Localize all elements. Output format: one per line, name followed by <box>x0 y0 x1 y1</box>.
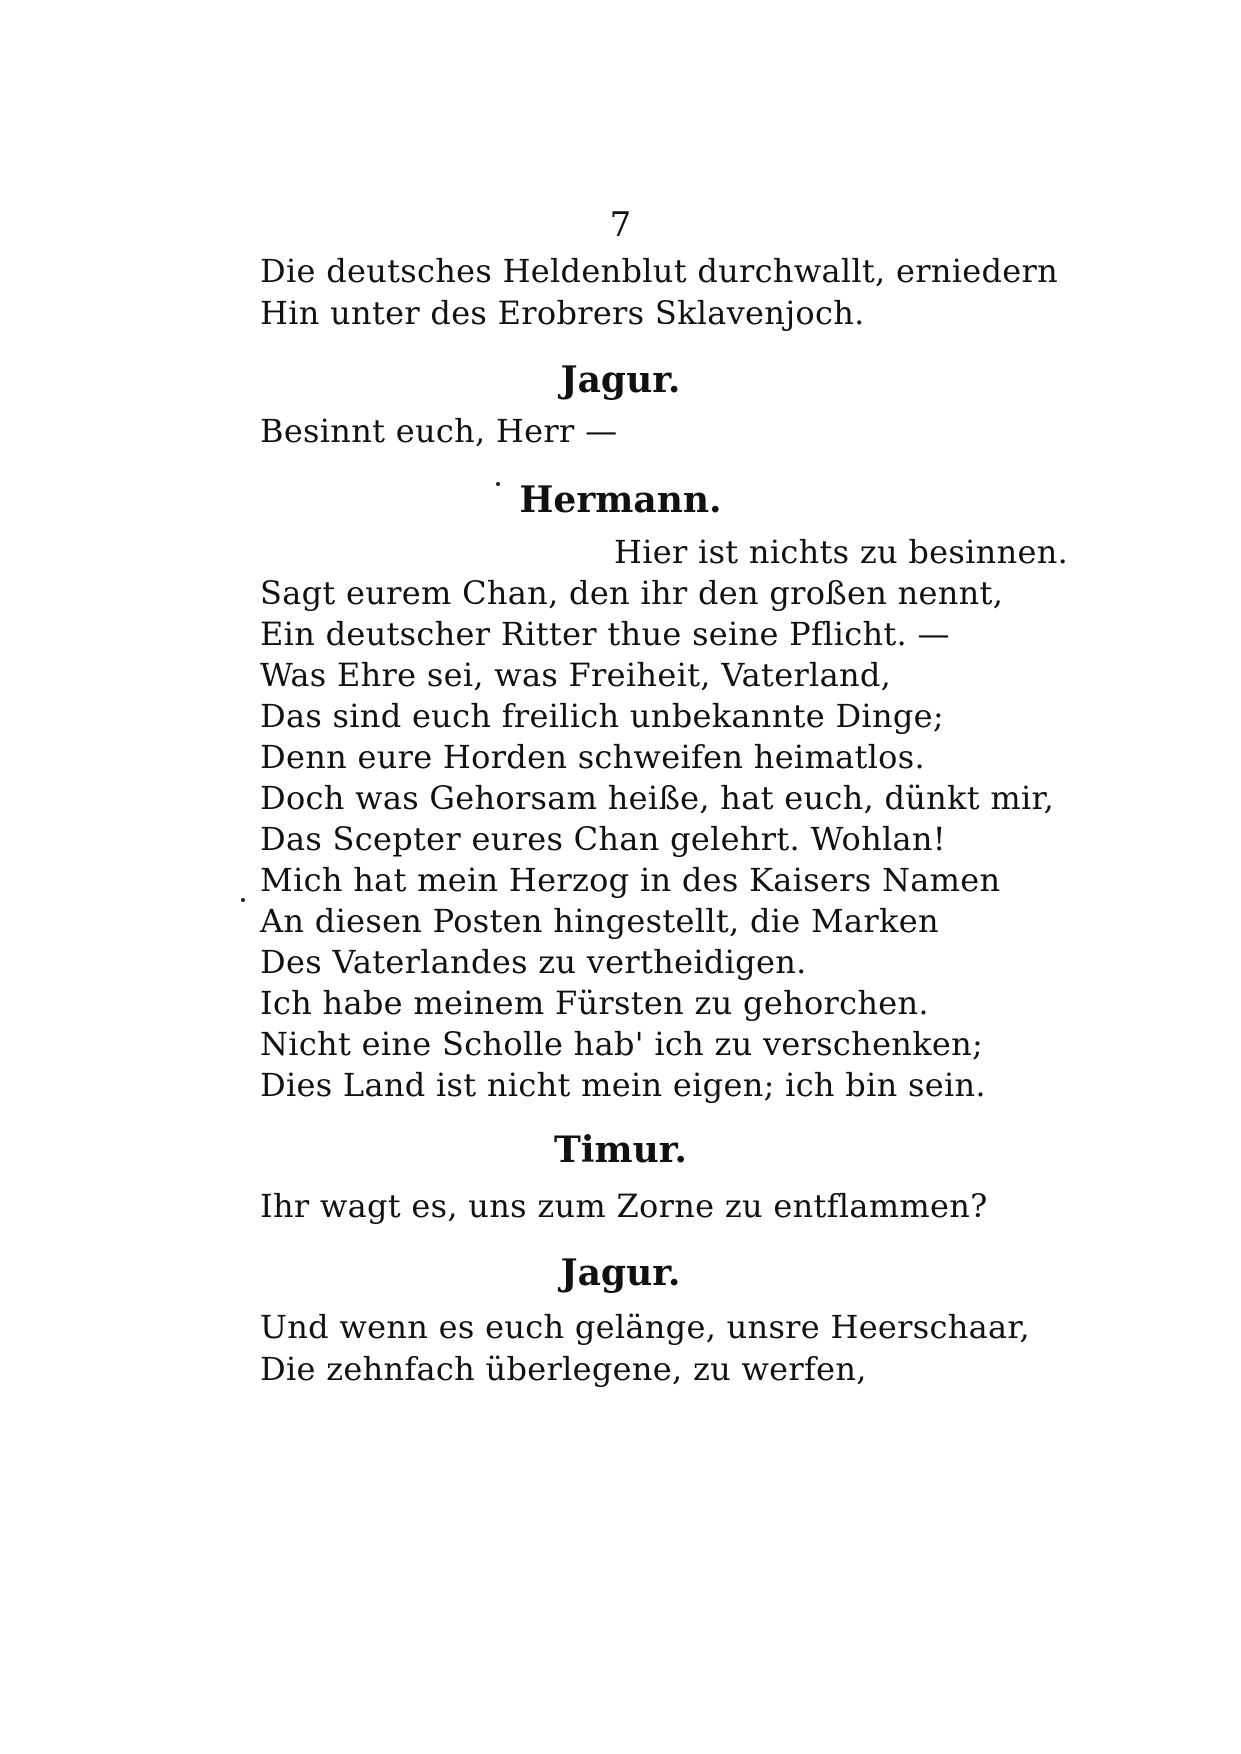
verse-line: Und wenn es euch gelänge, unsre Heerschaar, <box>260 1308 1030 1346</box>
verse-line: Ihr wagt es, uns zum Zorne zu entflammen? <box>260 1187 988 1225</box>
verse-line: Die deutsches Heldenblut durchwallt, erniedern <box>260 252 1059 290</box>
verse-line: Hier ist nichts zu besinnen. <box>614 533 1069 571</box>
verse-line: Die zehnfach überlegene, zu werfen, <box>260 1350 867 1388</box>
ink-speck <box>241 898 245 902</box>
verse-line: An diesen Posten hingestellt, die Marken <box>260 902 939 940</box>
verse-line: Was Ehre sei, was Freiheit, Vaterland, <box>260 656 892 694</box>
speaker-heading: Hermann. <box>519 479 722 521</box>
verse-line: Hin unter des Erobrers Sklavenjoch. <box>260 294 865 332</box>
verse-line: Denn eure Horden schweifen heimatlos. <box>260 738 925 776</box>
verse-line: Ein deutscher Ritter thue seine Pflicht. — <box>260 615 950 653</box>
speaker-heading: Jagur. <box>560 359 681 401</box>
verse-line: Ich habe meinem Fürsten zu gehorchen. <box>260 984 929 1022</box>
verse-line: Besinnt euch, Herr — <box>260 412 618 450</box>
verse-line: Dies Land ist nicht mein eigen; ich bin sein. <box>260 1066 986 1104</box>
speaker-heading: Jagur. <box>560 1252 681 1294</box>
verse-line: Mich hat mein Herzog in des Kaisers Namen <box>260 861 1001 899</box>
verse-line: Sagt eurem Chan, den ihr den großen nennt, <box>260 574 1004 612</box>
page-number: 7 <box>609 205 632 245</box>
verse-line: Doch was Gehorsam heiße, hat euch, dünkt mir, <box>260 779 1055 817</box>
verse-line: Des Vaterlandes zu vertheidigen. <box>260 943 807 981</box>
verse-line: Nicht eine Scholle hab' ich zu verschenken; <box>260 1025 984 1063</box>
verse-line: Das sind euch freilich unbekannte Dinge; <box>260 697 944 735</box>
speaker-heading: Timur. <box>554 1129 687 1171</box>
verse-line: Das Scepter eures Chan gelehrt. Wohlan! <box>260 820 946 858</box>
